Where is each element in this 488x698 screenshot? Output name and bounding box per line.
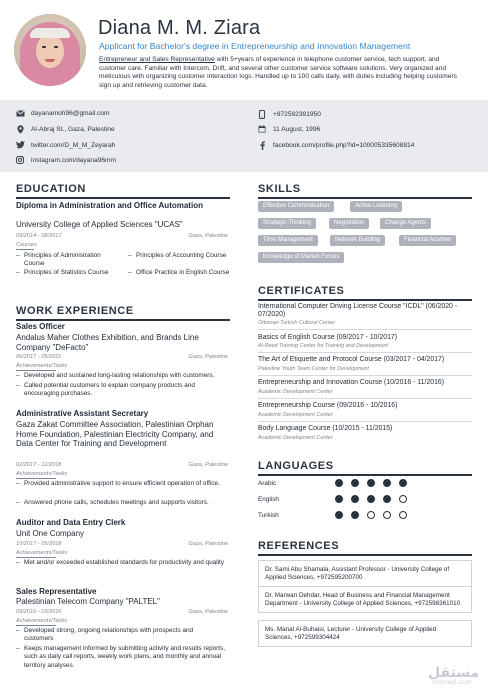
achievements-underline xyxy=(16,370,56,371)
job-company: Palestinian Telecom Company "PALTEL" xyxy=(16,597,160,606)
twitter-text: twitter.com/D_M_M_Zeyarah xyxy=(31,141,116,149)
skill-tag: Negotiation xyxy=(329,218,369,229)
job-task: – Developed strong, ongoing relationships with prospects and customers xyxy=(16,627,216,644)
job-location: Gaza, Palestine xyxy=(188,462,228,468)
language-level-dot xyxy=(351,511,359,519)
certificate-separator xyxy=(258,352,472,353)
job-task: – Keeps management informed by submitting activity and results reports, such as daily call reports, weekly work plans, and monthly and annual territory analyses. xyxy=(16,645,230,670)
job-task: – Developed and sustained long-lasting relationships with customers. xyxy=(16,372,230,380)
education-dates: 09/2014 - 08/2017 xyxy=(16,233,62,239)
certificate-separator xyxy=(258,421,472,422)
certificate-name: Entrepreneurship Course (09/2016 - 10/2016) xyxy=(258,402,398,409)
job-company: Unit One Company xyxy=(16,529,85,538)
facebook-icon xyxy=(256,141,268,150)
mostaql-watermark xyxy=(428,665,480,686)
languages-title: LANGUAGES xyxy=(258,460,334,472)
calendar-icon xyxy=(256,125,268,133)
job-location: Gaza, Palestine xyxy=(188,609,228,615)
summary-lead: Entrepreneur and Sales Representative xyxy=(99,56,215,63)
job-dates: 06/2017 - 05/2021 xyxy=(16,354,62,360)
certificate-separator xyxy=(258,375,472,376)
job-dates: 09/2016 - 03/2016 xyxy=(16,609,62,615)
candidate-name: Diana M. M. Ziara xyxy=(98,17,261,39)
certificate-separator xyxy=(258,398,472,399)
contact-twitter[interactable] xyxy=(14,141,115,149)
language-level-dot xyxy=(399,511,407,519)
certificates-divider xyxy=(258,299,472,301)
job-task: – Provided administrative support to ensure efficient operation of office. xyxy=(16,480,230,488)
language-level-dot xyxy=(399,479,407,487)
work-experience-divider xyxy=(16,319,230,321)
job-task: – Met and/or exceeded established standards for productivity and quality xyxy=(16,559,230,567)
language-name: Arabic xyxy=(258,480,277,487)
skill-tag: Active Listening xyxy=(350,201,402,212)
skill-tag: Network Building xyxy=(330,235,385,246)
languages-divider xyxy=(258,474,472,476)
reference-card: Dr. Marwan Dehdar, Head of Business and Financial Management Department - University College of Applied Sciences, +972598361010 xyxy=(258,586,472,613)
references-title: REFERENCES xyxy=(258,540,340,552)
job-role: Sales Officer xyxy=(16,322,65,331)
achievements-label: Achievements/Tasks xyxy=(16,471,68,477)
job-company: Andalus Maher Clothes Exhibition, and Brands Line Company "DeFacto" xyxy=(16,333,199,352)
achievements-underline xyxy=(16,557,56,558)
job-location: Gaza, Palestine xyxy=(188,541,228,547)
language-level-dot xyxy=(383,479,391,487)
profile-photo xyxy=(14,14,86,86)
reference-card: Dr. Sami Abu Shamala, Assistant Professor - University College of Applied Sciences, +972595200700 xyxy=(258,560,472,587)
language-level-dot xyxy=(351,479,359,487)
job-dates: 10/2017 - 05/2018 xyxy=(16,541,62,547)
certificate-separator xyxy=(258,329,472,330)
skill-tag: Time Management xyxy=(258,235,318,246)
references-divider xyxy=(258,554,472,556)
contact-birthday xyxy=(256,125,320,133)
contact-email[interactable] xyxy=(14,110,110,117)
certificate-org: Palestine Youth Team Center for Development xyxy=(258,366,369,372)
address-text: Al-Abraj St., Gaza, Palestine xyxy=(31,126,115,133)
job-role: Auditor and Data Entry Clerk xyxy=(16,518,126,527)
language-level-dot xyxy=(399,495,407,503)
certificate-org: Ottoman Turkish Cultural Center xyxy=(258,320,336,326)
profile-summary xyxy=(99,56,459,90)
reference-card: Ms. Manal Al-Buhaisi, Lecturer - University College of Applied Sciences, +972599304424 xyxy=(258,620,472,647)
watermark-arabic: مستقل xyxy=(428,665,480,681)
certificate-name: The Art of Etiquette and Protocol Course (03/2017 - 04/2017) xyxy=(258,356,445,363)
job-task: – Answered phone calls, schedules meetings and supports visitors. xyxy=(16,499,230,507)
certificate-name: Entrepreneurship and Innovation Course (10/2016 - 11/2016) xyxy=(258,379,445,386)
language-level-dot xyxy=(367,479,375,487)
job-task: – Called potential customers to explain company products and encouraging purchases. xyxy=(16,382,216,399)
summary-text: with 5+years of experience in telephone customer service, tech support, and customer care. Familiar with Intercom, Drift, and several other customer service software solutions. Very organized and meticulous with organizing customer interaction logs. Handled up to 100 calls daily, with duties including helping customers sign up and retrieving customer data. xyxy=(99,56,457,89)
instagram-icon xyxy=(14,156,26,164)
language-level-dot xyxy=(335,511,343,519)
courses-label-underline xyxy=(16,249,34,250)
phone-text: +972592391950 xyxy=(273,111,321,118)
language-name: English xyxy=(258,496,279,503)
resume-header xyxy=(0,0,488,100)
candidate-subtitle: Applicant for Bachelor's degree in Entrepreneurship and Innovation Management xyxy=(99,41,411,51)
skill-tag: Strategic Thinking xyxy=(258,218,316,229)
contact-phone[interactable] xyxy=(256,110,321,119)
education-degree: Diploma in Administration and Office Automation xyxy=(16,201,203,210)
envelope-icon xyxy=(14,110,26,117)
job-dates: 02/2017 - 12/2018 xyxy=(16,462,62,468)
achievements-label: Achievements/Tasks xyxy=(16,550,68,556)
achievements-label: Achievements/Tasks xyxy=(16,363,68,369)
contact-instagram[interactable] xyxy=(14,156,116,164)
achievements-underline xyxy=(16,625,56,626)
skill-tag: Knowledge of Market Forces xyxy=(258,252,344,263)
certificate-name: Body Language Course (10/2015 - 11/2015) xyxy=(258,425,393,432)
course-item: – Principles of Administration Course xyxy=(16,252,120,269)
language-level-dot xyxy=(351,495,359,503)
contact-address xyxy=(14,125,115,134)
phone-icon xyxy=(256,110,268,119)
job-role: Sales Representative xyxy=(16,587,97,596)
skills-divider xyxy=(258,197,472,199)
education-title: EDUCATION xyxy=(16,183,86,195)
language-level-dot xyxy=(335,479,343,487)
skill-tag: Change Agents xyxy=(380,218,431,229)
language-name: Turkish xyxy=(258,512,279,519)
job-location: Gaza, Palestine xyxy=(188,354,228,360)
education-location: Gaza, Palestine xyxy=(188,233,228,239)
skills-title: SKILLS xyxy=(258,183,301,195)
certificate-org: Academic Development Center xyxy=(258,389,333,395)
language-level-dot xyxy=(383,495,391,503)
language-level-dot xyxy=(335,495,343,503)
achievements-label: Achievements/Tasks xyxy=(16,618,68,624)
course-item: – Principles of Accounting Course xyxy=(128,252,230,260)
language-level-dot xyxy=(367,495,375,503)
certificate-org: Academic Development Center xyxy=(258,435,333,441)
facebook-text: facebook.com/profile.php?id=100005335608814 xyxy=(273,142,415,149)
location-pin-icon xyxy=(14,125,26,134)
education-divider xyxy=(16,197,230,199)
course-item: – Principles of Statistics Course xyxy=(16,269,126,277)
certificate-name: International Computer Driving License Course "ICDL" (06/2020 - 07/2020) xyxy=(258,303,458,319)
contact-facebook[interactable] xyxy=(256,141,414,150)
work-experience-title: WORK EXPERIENCE xyxy=(16,305,134,317)
skill-tag: Financial Acumen xyxy=(399,235,456,246)
contact-band xyxy=(0,100,488,172)
instagram-text: instagram.com/dayana96mm xyxy=(31,156,117,164)
language-level-dot xyxy=(383,511,391,519)
education-school: University College of Applied Sciences "UCAS" xyxy=(16,220,183,229)
certificates-title: CERTIFICATES xyxy=(258,285,345,297)
skill-tag: Effective Communication xyxy=(258,201,334,212)
job-role: Administrative Assistant Secretary xyxy=(16,409,149,418)
job-company: Gaza Zakat Committee Association, Palestinian Orphan Home Foundation, Palestinian Electricity Company, and Data Center for Training and Development xyxy=(16,420,214,448)
language-level-dot xyxy=(367,511,375,519)
certificate-org: Al-Reed Training Center for Training and Development xyxy=(258,343,388,349)
twitter-icon xyxy=(14,141,26,149)
birthday-text: 11 August, 1996 xyxy=(273,125,321,133)
email-text: dayanamoh96@gmail.com xyxy=(31,110,110,117)
achievements-underline xyxy=(16,478,56,479)
course-item: – Office Practice in English Course xyxy=(128,269,230,277)
certificate-name: Basics of English Course (09/2017 - 10/2017) xyxy=(258,334,398,341)
certificate-org: Academic Development Center xyxy=(258,412,333,418)
watermark-latin: mostaql.com xyxy=(432,680,472,686)
courses-label: Courses xyxy=(16,242,37,248)
